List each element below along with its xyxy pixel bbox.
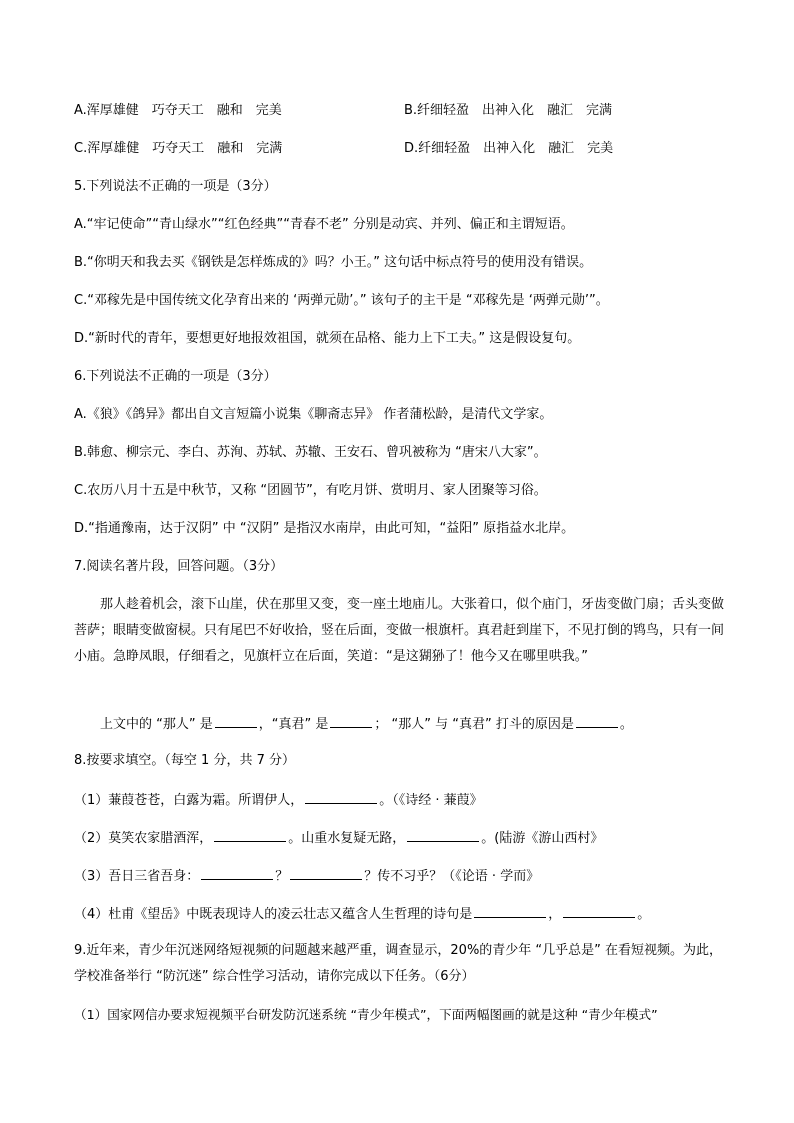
q8-item-3-text-a: （3）吾日三省吾身：: [74, 869, 200, 884]
q8-item-2-text-b: 。山重水复疑无路，: [288, 831, 406, 846]
q7-question-part3: ； “那人” 与 “真君” 打斗的原因是: [374, 717, 574, 732]
option-a: A.浑厚雄健 巧夺天工 融和 完美: [74, 103, 282, 118]
q8-item-4-text-b: ，: [548, 907, 562, 922]
q8-blank-3[interactable]: [407, 828, 479, 842]
q8-item-3-text-c: ？传不习乎？（《论语 · 学而》: [364, 869, 540, 884]
q8-item-2-text-a: （2）莫笑农家腊酒浑，: [74, 831, 213, 846]
q8-item-1-text-a: （1）蒹葭苍苍，白露为霜。所谓伊人，: [74, 793, 304, 808]
q8-item-4-text-a: （4）杜甫《望岳》中既表现诗人的凌云壮志又蕴含人生哲理的诗句是: [74, 907, 473, 922]
option-c: C.浑厚雄健 巧夺天工 融和 完满: [74, 141, 283, 156]
q8-blank-5[interactable]: [290, 866, 362, 880]
option-row-1: [74, 102, 613, 120]
q7-passage: 那人趁着机会，滚下山崖，伏在那里又变，变一座土地庙儿。大张着口，似个庙门，牙齿变做门扇；舌头变做菩萨；眼睛变做窗棂。只有尾巴不好收拾，竖在后面，变做一根旗杆。真君赶到崖下，不见打倒的鸨鸟，只有一间小庙。急睁凤眼，仔细看之，见旗杆立在后面，笑道：“是这猢狲了！他今又在哪里哄我。”: [74, 597, 725, 664]
q9-sub-1: （1）国家网信办要求短视频平台研发防沉迷系统 “青少年模式”，下面两幅图画的就是这种 “青少年模式”: [74, 1007, 658, 1022]
q8-item-1-text-b: 。（《诗经 · 蒹葭》: [379, 793, 483, 808]
option-b: B.纤细轻盈 出神入化 融汇 完满: [404, 103, 613, 118]
q8-item-2: [74, 828, 603, 848]
q5-stem: 5.下列说法不正确的一项是（3分）: [74, 179, 277, 194]
q8-stem: 8.按要求填空。（每空 1 分，共 7 分）: [74, 753, 295, 768]
q5-option-a: A.“牢记使命”“青山绿水”“红色经典”“青春不老” 分别是动宾、并列、偏正和主谓短语。: [74, 217, 574, 232]
q8-blank-4[interactable]: [201, 866, 273, 880]
q8-item-4-text-c: 。: [637, 907, 651, 922]
q8-blank-6[interactable]: [474, 904, 546, 918]
q6-option-d: D.“指通豫南，达于汉阴” 中 “汉阴” 是指汉水南岸，由此可知，“益阳” 原指益水北岸。: [74, 521, 575, 536]
q7-question: [74, 714, 633, 734]
q7-stem: 7.阅读名著片段，回答问题。（3分）: [74, 559, 284, 574]
q6-option-a: A.《狼》《鸽异》都出自文言短篇小说集《聊斋志异》 作者蒲松龄，是清代文学家。: [74, 407, 553, 422]
q6-option-c: C.农历八月十五是中秋节，又称 “团圆节”，有吃月饼、赏明月、家人团聚等习俗。: [74, 483, 547, 498]
q8-blank-2[interactable]: [214, 828, 286, 842]
q5-option-b: B.“你明天和我去买《钢铁是怎样炼成的》吗？小王。” 这句话中标点符号的使用没有错误。: [74, 255, 593, 270]
q5-option-d: D.“新时代的青年，要想更好地报效祖国，就须在品格、能力上下工夫。” 这是假设复句。: [74, 331, 581, 346]
q7-question-end: 。: [619, 717, 633, 732]
q6-stem: 6.下列说法不正确的一项是（3分）: [74, 369, 277, 384]
q7-question-part1: 上文中的 “那人” 是: [100, 717, 213, 732]
q8-blank-7[interactable]: [563, 904, 635, 918]
q7-blank-2[interactable]: [330, 714, 372, 728]
q5-option-c: C.“邓稼先是中国传统文化孕育出来的 ‘两弹元勋’。” 该句子的主干是 “邓稼先是 ‘两弹元勋’”。: [74, 293, 609, 308]
q6-option-b: B.韩愈、柳宗元、李白、苏洵、苏轼、苏辙、王安石、曾巩被称为 “唐宋八大家”。: [74, 445, 547, 460]
q8-item-4: [74, 904, 650, 924]
q8-item-2-text-c: 。(陆游《游山西村》: [481, 831, 604, 846]
option-row-2: [74, 140, 614, 158]
q7-blank-3[interactable]: [576, 714, 618, 728]
q8-item-3: [74, 866, 539, 886]
q7-blank-1[interactable]: [215, 714, 257, 728]
option-d: D.纤细轻盈 出神入化 融汇 完美: [404, 141, 614, 156]
q9-stem: 9.近年来，青少年沉迷网络短视频的问题越来越严重，调查显示，20%的青少年 “几乎总是” 在看短视频。为此，学校准备举行 “防沉迷” 综合性学习活动，请你完成以下任务。（6分）: [74, 943, 723, 984]
q8-item-1: [74, 790, 483, 810]
q8-blank-1[interactable]: [305, 790, 377, 804]
q7-question-part2: ，“真君” 是: [258, 717, 329, 732]
q8-item-3-text-b: ？: [275, 869, 289, 884]
